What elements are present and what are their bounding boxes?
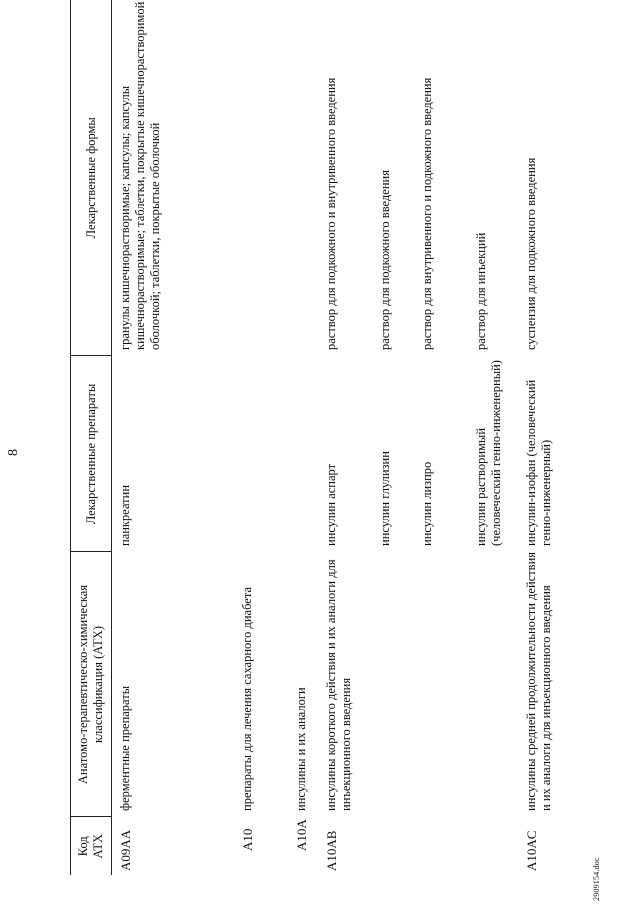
dosage-forms: раствор для инъекций <box>474 232 488 350</box>
atc-code <box>414 817 468 875</box>
drug-name: панкреатин <box>118 484 132 546</box>
table-row <box>372 0 414 875</box>
atc-code: A10AB <box>324 830 339 871</box>
header-code: Код АТХ <box>71 817 112 875</box>
table-header-row <box>71 0 112 875</box>
atc-classification: препараты для лечения сахарного диабета <box>240 587 254 811</box>
drug-name: инсулин растворимый (человеческий генно-инженерный) <box>474 360 503 546</box>
atc-code: A10AC <box>524 830 539 871</box>
atc-classification <box>372 552 414 817</box>
page-number: 8 <box>6 449 21 456</box>
dosage-forms: раствор для подкожного и внутривенного введения <box>324 77 338 350</box>
header-drugs: Лекарственные препараты <box>71 356 112 552</box>
atc-classification <box>468 552 518 817</box>
dosage-forms <box>234 0 288 356</box>
header-forms: Лекарственные формы <box>71 0 112 356</box>
atc-classification <box>414 552 468 817</box>
table-row <box>112 0 235 875</box>
dosage-forms: раствор для подкожного введения <box>378 170 392 350</box>
table-row <box>288 0 318 875</box>
atc-code: A09AA <box>118 829 133 871</box>
atc-classification: инсулины и их аналоги <box>294 687 308 811</box>
table-row <box>518 0 584 875</box>
table-row <box>414 0 468 875</box>
header-classification: Анатомо-терапевтическо-химическая классификация (АТХ) <box>71 552 112 817</box>
atc-code: A10 <box>240 828 255 851</box>
table-row <box>318 0 372 875</box>
drug-name: инсулин-изофан (человеческий генно-инженерный) <box>524 379 553 546</box>
atc-classification: ферментные препараты <box>118 685 132 811</box>
file-id: 2909154.doc <box>592 857 601 901</box>
drug-name: инсулин глулизин <box>378 451 392 546</box>
drug-name <box>234 356 288 552</box>
dosage-forms: гранулы кишечнорастворимые; капсулы; капсулы кишечнорастворимые; таблетки, покрытые кишечнорастворимой оболочкой; таблетки, покрытые оболочкой <box>118 1 162 350</box>
drug-name: инсулин лизпро <box>420 461 434 546</box>
table-row <box>234 0 288 875</box>
dosage-forms: суспензия для подкожного введения <box>524 157 538 350</box>
atc-code: A10A <box>294 819 309 851</box>
dosage-forms: раствор для внутривенного и подкожного введения <box>420 77 434 350</box>
drug-name <box>288 356 318 552</box>
atc-classification: инсулины короткого действия и их аналоги для инъекционного введения <box>324 559 353 811</box>
drug-name: инсулин аспарт <box>324 463 338 546</box>
atc-classification: инсулины средней продолжительности действия и их аналоги для инъекционного введения <box>524 551 553 811</box>
atc-drug-table <box>70 0 584 875</box>
atc-code <box>468 817 518 875</box>
table-row <box>468 0 518 875</box>
dosage-forms <box>288 0 318 356</box>
atc-code <box>372 817 414 875</box>
